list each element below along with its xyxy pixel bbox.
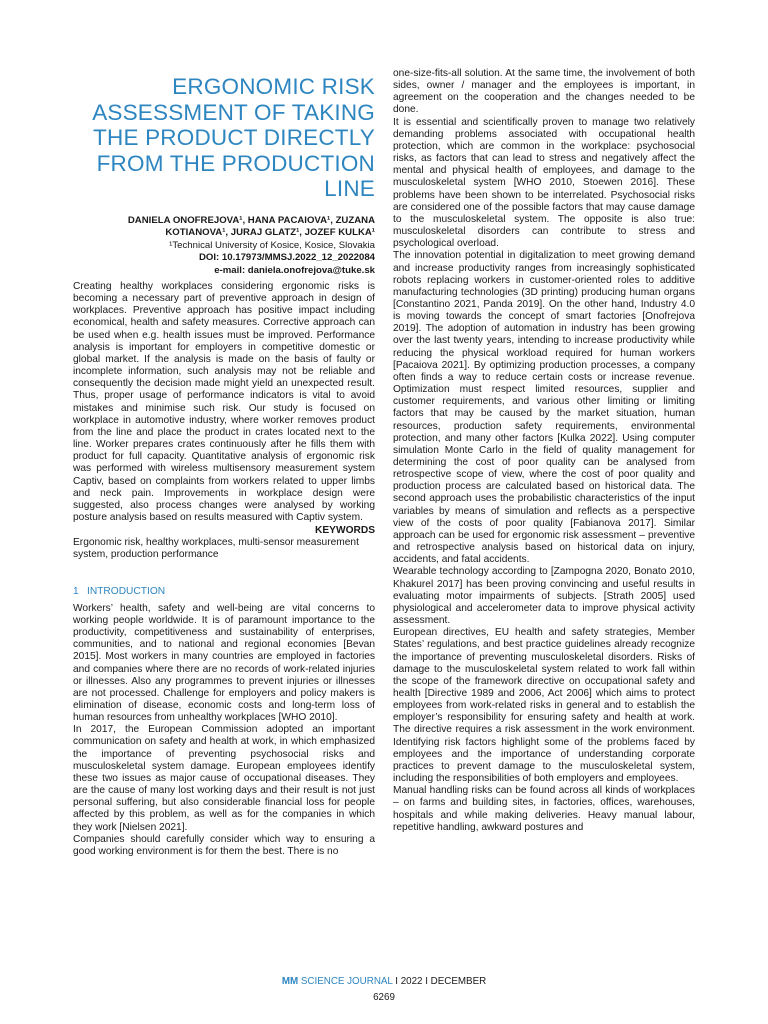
journal-line <box>0 974 768 990</box>
doi: DOI: 10.17973/MMSJ.2022_12_2022084 <box>198 252 375 263</box>
paragraph: In 2017, the European Commission adopted an important communication on safety and health at work, in which emphasized the importance of preventing psychosocial risks and musculoskeletal system damage. European employees identify these two issues as major cause of occupational diseases. They are the cause of many lost working days and their result is not just personal suffering, but also considerable financial loss for people affected by this problem, as well as for the companies in which they work [Nielsen 2021]. <box>73 724 375 833</box>
paragraph: The innovation potential in digitalization to meet growing demand and increase productivity ranges from increasingly sophisticated robots replacing workers in customer-oriented roles to additive manufacturing technologies (3D printing) producing human organs [Constantino 2021, Panda 2019]. On the other hand, Industry 4.0 is moving towards the concept of smart factories [Onofrejova 2019]. The adoption of automation in industry has been growing over the last twenty years, intending to increase productivity while reducing the physical workload required for human workers [Pacaiova 2021]. By optimizing production processes, a company often finds a way to reduce certain costs or increase revenue. Optimization must respect limited resources, supplier and customer requirements, and various other limiting or limiting factors that may be caused by the market situation, human resources, production safety requirements, environmental protection, and many other factors [Kulka 2022]. Using computer simulation Monte Carlo in the field of quality management for determining the cost of poor quality can be analysed from retrospective scope of view, where the cost of poor quality and production process are calculated based on historical data. The second approach uses the probabilistic characteristics of the input variables by means of simulation and reflects as a perspective view of the costs of poor quality [Fabianova 2017]. Similar approach can be used for ergonomic risk assessment – preventive and retrospective analysis based on historical data on injury, accidents, and fatal accidents. <box>393 250 695 566</box>
keywords: Ergonomic risk, healthy workplaces, multi-sensor measurement system, production performance <box>73 537 359 561</box>
paragraph: Companies should carefully consider which way to ensuring a good working environment is for them the best. There is no <box>73 833 375 857</box>
left-column <box>73 68 375 858</box>
keywords-heading: KEYWORDS <box>315 525 375 537</box>
author-list: DANIELA ONOFREJOVA¹, HANA PACAIOVA¹, ZUZANA KOTIANOVA¹, JURAJ GLATZ¹, JOZEF KULKA¹ <box>127 214 375 238</box>
paragraph: European directives, EU health and safety strategies, Member States’ regulations, and best practice guidelines already recognize the importance of preventing musculoskeletal disorders. Risks of damage to the musculoskeletal system related to work fall within the scope of the framework directive on occupational safety and health [Directive 1989 and 2006, Act 2006] which aims to protect employees from work-related risks in general and to establish the employer’s responsibility for ensuring safety and health at work. The directive requires a risk assessment in the work environment. Identifying risk factors highlight some of the problems faced by employees and the importance of understanding corporate practices to prevent damage to the musculoskeletal system, including the responsibilities of both employers and employees. <box>393 627 695 785</box>
abstract: Creating healthy workplaces considering ergonomic risks is becoming a necessary part of preventive approach in design of workplaces. Preventive approach has positive impact including economical, health and safety measures. Corrective approach can be used when e.g. health issues must be improved. Performance analysis is important for employers in competitive domestic or global market. If the analysis is made on the basis of faulty or incomplete information, such analysis may not be reliable and consequently the decision made might yield an unexpected result. Thus, proper usage of performance indicators is vital to avoid mistakes and minimise such risk. Our study is focused on workplace in automotive industry, where worker removes product from the line and place the product in crates located next to the line. Worker prepares crates continuously after he fills them with product for full capacity. Quantitative analysis of ergonomic risk was performed with wireless multisensory measurement system Captiv, based on complaints from workers related to upper limbs and neck pain. Improvements in workplace design were suggested, also process changes were analysed by working posture analysis based on results measured with Captiv system. <box>73 281 375 523</box>
paragraph: Manual handling risks can be found across all kinds of workplaces – on farms and building sites, in factories, offices, warehouses, hospitals and while making deliveries. Heavy manual labour, repetitive handling, awkward postures and <box>393 785 695 833</box>
page-number: 6269 <box>373 992 395 1003</box>
paragraph: Wearable technology according to [Zampogna 2020, Bonato 2010, Khakurel 2017] has been proving convincing and useful results in evaluating motor impairments of subjects. [Strath 2005] used physiological and accelerometer data to improve physical activity assessment. <box>393 566 695 627</box>
section-number: 1 <box>73 585 79 597</box>
article-title: ERGONOMIC RISK ASSESSMENT OF TAKING THE PRODUCT DIRECTLY FROM THE PRODUCTION LINE <box>92 74 375 201</box>
affiliation: ¹Technical University of Kosice, Kosice, Slovakia <box>169 239 375 251</box>
section-title: INTRODUCTION <box>87 585 166 597</box>
section-heading-introduction <box>73 586 375 598</box>
author-email: e-mail: daniela.onofrejova@tuke.sk <box>214 264 375 276</box>
journal-name: SCIENCE JOURNAL <box>300 976 393 987</box>
right-column <box>393 68 695 834</box>
paragraph: It is essential and scientifically proven to manage two relatively demanding problems associated with occupational health protection, which are common in the workplace: psychosocial risks, as factors that can lead to stress and negatively affect the mental and physical health of employees, and damage to the musculoskeletal system [WHO 2010, Stoewen 2016]. These problems have been shown to be interrelated. Psychosocial risks are considered one of the possible factors that may cause damage to the musculoskeletal system. The opposite is also true: musculoskeletal disorders can contribute to stress and psychological overload. <box>393 116 695 250</box>
paragraph: one-size-fits-all solution. At the same time, the involvement of both sides, owner / manager and the employees is important, in agreement on the cooperation and the changes needed to be done. <box>393 68 695 116</box>
journal-issue: I 2022 I DECEMBER <box>395 976 487 987</box>
journal-logo-mm: MM <box>281 976 299 987</box>
paragraph: Workers’ health, safety and well-being are vital concerns to working people worldwide. It is of paramount importance to the productivity, competitiveness and sustainability of enterprises, communities, and to national and regional economies [Bevan 2015]. Most workers in many countries are employed in factories and companies where there are no records of work-related injuries or illnesses. Also any programmes to prevent injuries or illnesses are not processed. Challenge for employers and policy makers is elimination of disease, economic costs and long-term loss of human resources from unhealthy workplaces [WHO 2010]. <box>73 602 375 724</box>
page-footer <box>0 974 768 1006</box>
